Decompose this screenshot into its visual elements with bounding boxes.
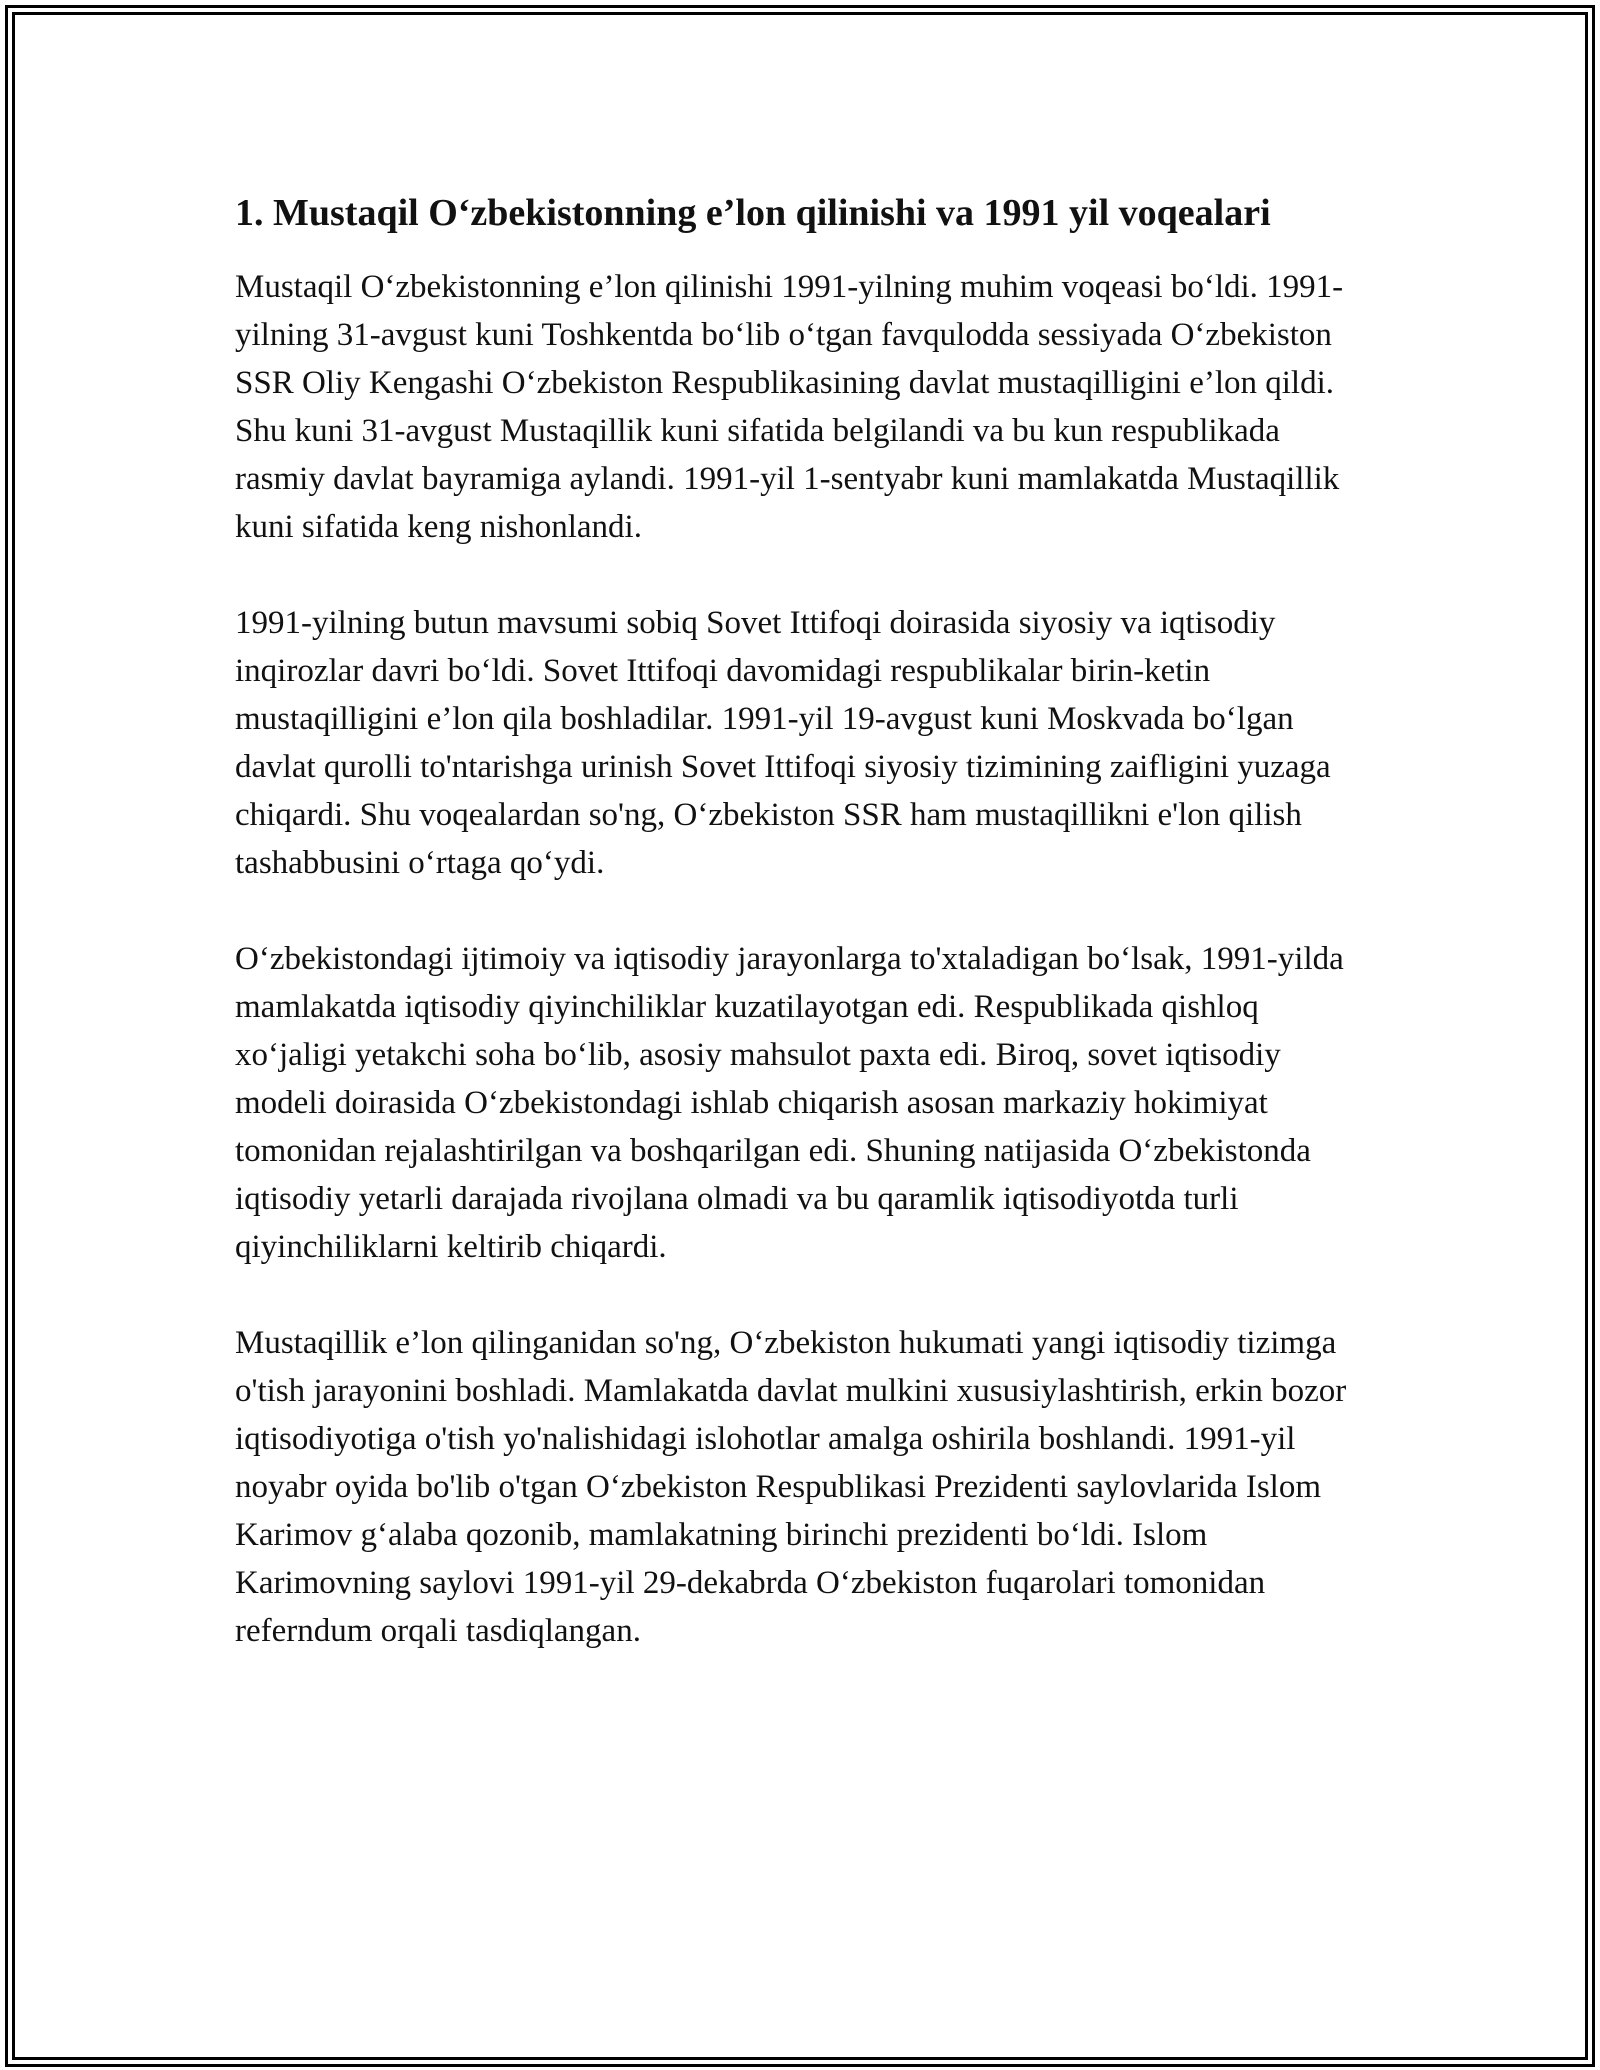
paragraph-3: O‘zbekistondagi ijtimoiy va iqtisodiy jarayonlarga to'xtaladigan bo‘lsak, 1991-yilda mamlakatda iqtisodiy qiyinchiliklar kuzatilayotgan edi. Respublikada qishloq xo‘jaligi yetakchi soha bo‘lib, asosiy mahsulot paxta edi. Biroq, sovet iqtisodiy modeli doirasida O‘zbekistondagi ishlab chiqarish asosan markaziy hokimiyat tomonidan rejalashtirilgan va boshqarilgan edi. Shuning natijasida O‘zbekistonda iqtisodiy yetarli darajada rivojlana olmadi va bu qaramlik iqtisodiyotda turli qiyinchiliklarni keltirib chiqardi. [235,941,1344,1265]
paragraph-4: Mustaqillik e’lon qilinganidan so'ng, O‘zbekiston hukumati yangi iqtisodiy tizimga o'tish jarayonini boshladi. Mamlakatda davlat mulkini xususiylashtirish, erkin bozor iqtisodiyotiga o'tish yo'nalishidagi islohotlar amalga oshirila boshlandi. 1991-yil noyabr oyida bo'lib o'tgan O‘zbekiston Respublikasi Prezidenti saylovlarida Islom Karimov g‘alaba qozonib, mamlakatning birinchi prezidenti bo‘ldi. Islom Karimovning saylovi 1991-yil 29-dekabrda O‘zbekiston fuqarolari tomonidan referndum orqali tasdiqlangan. [235,1325,1347,1649]
paragraph-1: Mustaqil O‘zbekistonning e’lon qilinishi 1991-yilning muhim voqeasi bo‘ldi. 1991-yilning 31-avgust kuni Toshkentda bo‘lib o‘tgan favqulodda sessiyada O‘zbekiston SSR Oliy Kengashi O‘zbekiston Respublikasining davlat mustaqilligini e’lon qildi. Shu kuni 31-avgust Mustaqillik kuni sifatida belgilandi va bu kun respublikada rasmiy davlat bayramiga aylandi. 1991-yil 1-sentyabr kuni mamlakatda Mustaqillik kuni sifatida keng nishonlandi. [235,269,1344,545]
document-body [235,185,1365,1655]
paragraph-2: 1991-yilning butun mavsumi sobiq Sovet Ittifoqi doirasida siyosiy va iqtisodiy inqirozlar davri bo‘ldi. Sovet Ittifoqi davomidagi respublikalar birin-ketin mustaqilligini e’lon qila boshladilar. 1991-yil 19-avgust kuni Moskvada bo‘lgan davlat qurolli to'ntarishga urinish Sovet Ittifoqi siyosiy tizimining zaifligini yuzaga chiqardi. Shu voqealardan so'ng, O‘zbekiston SSR ham mustaqillikni e'lon qilish tashabbusini o‘rtaga qo‘ydi. [235,605,1331,881]
section-title: 1. Mustaqil O‘zbekistonning e’lon qilinishi va 1991 yil voqealari [235,192,1271,234]
